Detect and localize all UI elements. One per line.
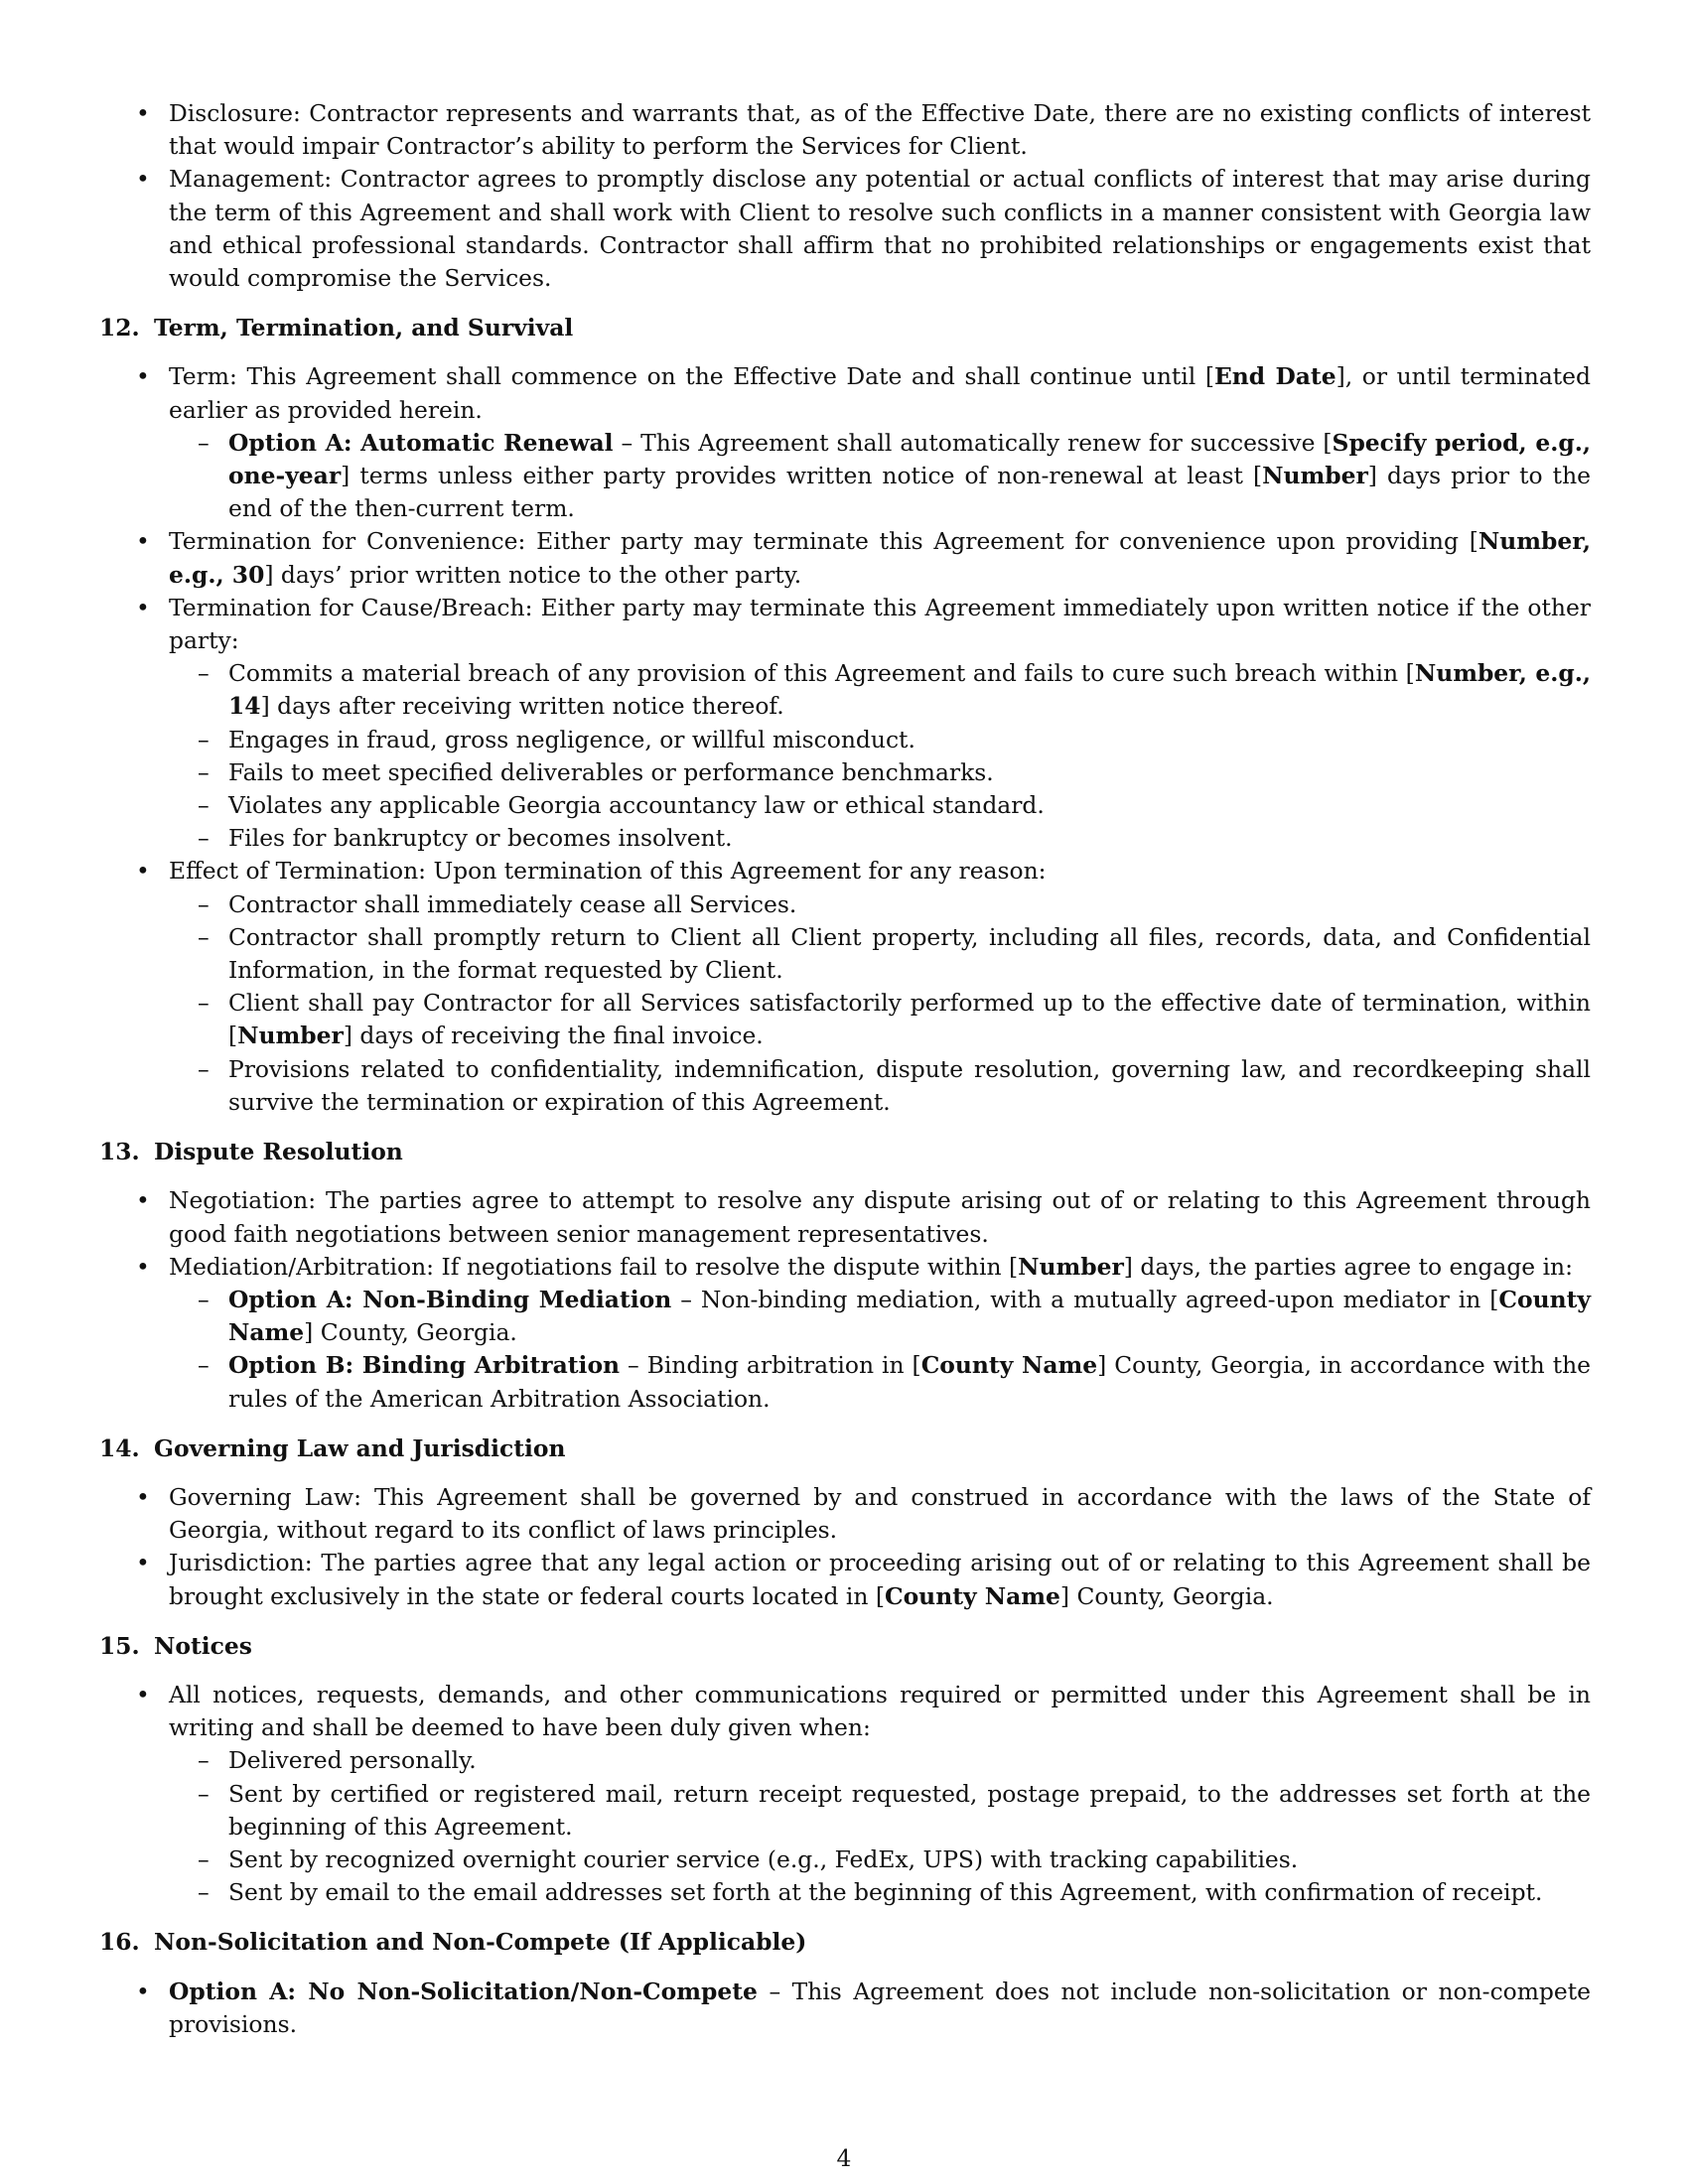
cause-item: – Files for bankruptcy or becomes insolvent.: [99, 822, 1591, 855]
effect-item: – Contractor shall promptly return to Client all Client property, including all files, records, data, and Confidential Information, in the format requested by Client.: [99, 921, 1591, 987]
notices-bullet: • All notices, requests, demands, and other communications required or permitted under this Agreement shall be in writing and shall be deemed to have been duly given when:: [99, 1679, 1591, 1744]
notice-item: – Sent by certified or registered mail, return receipt requested, postage prepaid, to the addresses set forth at the beginning of this Agreement.: [99, 1778, 1591, 1843]
cause-item: – Violates any applicable Georgia accountancy law or ethical standard.: [99, 789, 1591, 822]
cause-item: – Commits a material breach of any provision of this Agreement and fails to cure such breach within [Number, e.g., 14] days after receiving written notice thereof.: [99, 657, 1591, 723]
effect-item: – Provisions related to confidentiality, indemnification, dispute resolution, governing law, and recordkeeping shall survive the termination or expiration of this Agreement.: [99, 1053, 1591, 1119]
effect-item: – Client shall pay Contractor for all Services satisfactorily performed up to the effective date of termination, within [Number] days of receiving the final invoice.: [99, 987, 1591, 1052]
disclosure-bullet: • Disclosure: Contractor represents and warrants that, as of the Effective Date, there are no existing conflicts of interest that would impair Contractor’s ability to perform the Services for Client.: [99, 97, 1591, 163]
section-heading-14: 14. Governing Law and Jurisdiction: [99, 1433, 566, 1462]
negotiation-bullet: • Negotiation: The parties agree to attempt to resolve any dispute arising out of or relating to this Agreement through good faith negotiations between senior management representatives.: [99, 1184, 1591, 1250]
auto-renewal-option: – Option A: Automatic Renewal – This Agreement shall automatically renew for successive [Specify period, e.g., one-year] terms unless either party provides written notice of non-renewal at least [Number] days prior to the end of the then-current term.: [99, 427, 1591, 526]
arbitration-option: – Option B: Binding Arbitration – Binding arbitration in [County Name] County, Georgia, in accordance with the rules of the American Arbitration Association.: [99, 1349, 1591, 1415]
governing-law-bullet: • Governing Law: This Agreement shall be governed by and construed in accordance with the laws of the State of Georgia, without regard to its conflict of laws principles.: [99, 1481, 1591, 1547]
notice-item: – Sent by email to the email addresses set forth at the beginning of this Agreement, with confirmation of receipt.: [99, 1876, 1591, 1909]
mediation-bullet: • Mediation/Arbitration: If negotiations fail to resolve the dispute within [Number] days, the parties agree to engage in:: [99, 1251, 1591, 1284]
termination-convenience-bullet: • Termination for Convenience: Either party may terminate this Agreement for convenience upon providing [Number, e.g., 30] days’ prior written notice to the other party.: [99, 525, 1591, 591]
section-heading-16: 16. Non-Solicitation and Non-Compete (If Applicable): [99, 1928, 807, 1957]
management-bullet: • Management: Contractor agrees to promptly disclose any potential or actual conflicts of interest that may arise during the term of this Agreement and shall work with Client to resolve such conflicts in a manner consistent with Georgia law and ethical professional standards. Contractor shall affirm that no prohibited relationships or engagements exist that would compromise the Services.: [99, 163, 1591, 295]
mediation-option: – Option A: Non-Binding Mediation – Non-binding mediation, with a mutually agreed-upon mediator in [County Name] County, Georgia.: [99, 1284, 1591, 1349]
section-heading-13: 13. Dispute Resolution: [99, 1138, 403, 1166]
section-heading-15: 15. Notices: [99, 1631, 252, 1660]
section-heading-12: 12. Term, Termination, and Survival: [99, 314, 574, 342]
document-page: [99, 97, 1591, 2041]
term-bullet: • Term: This Agreement shall commence on the Effective Date and shall continue until [End Date], or until terminated earlier as provided herein.: [99, 360, 1591, 426]
cause-item: – Engages in fraud, gross negligence, or willful misconduct.: [99, 724, 1591, 756]
notice-item: – Sent by recognized overnight courier service (e.g., FedEx, UPS) with tracking capabilities.: [99, 1843, 1591, 1876]
notice-item: – Delivered personally.: [99, 1744, 1591, 1777]
page-number: 4: [836, 2144, 852, 2172]
effect-termination-bullet: • Effect of Termination: Upon termination of this Agreement for any reason:: [99, 855, 1591, 887]
jurisdiction-bullet: • Jurisdiction: The parties agree that any legal action or proceeding arising out of or relating to this Agreement shall be brought exclusively in the state or federal courts located in [County Name] County, Georgia.: [99, 1547, 1591, 1612]
non-compete-option: • Option A: No Non-Solicitation/Non-Compete – This Agreement does not include non-solicitation or non-compete provisions.: [99, 1976, 1591, 2041]
cause-item: – Fails to meet specified deliverables or performance benchmarks.: [99, 756, 1591, 789]
termination-cause-bullet: • Termination for Cause/Breach: Either party may terminate this Agreement immediately upon written notice if the other party:: [99, 592, 1591, 657]
effect-item: – Contractor shall immediately cease all Services.: [99, 888, 1591, 921]
